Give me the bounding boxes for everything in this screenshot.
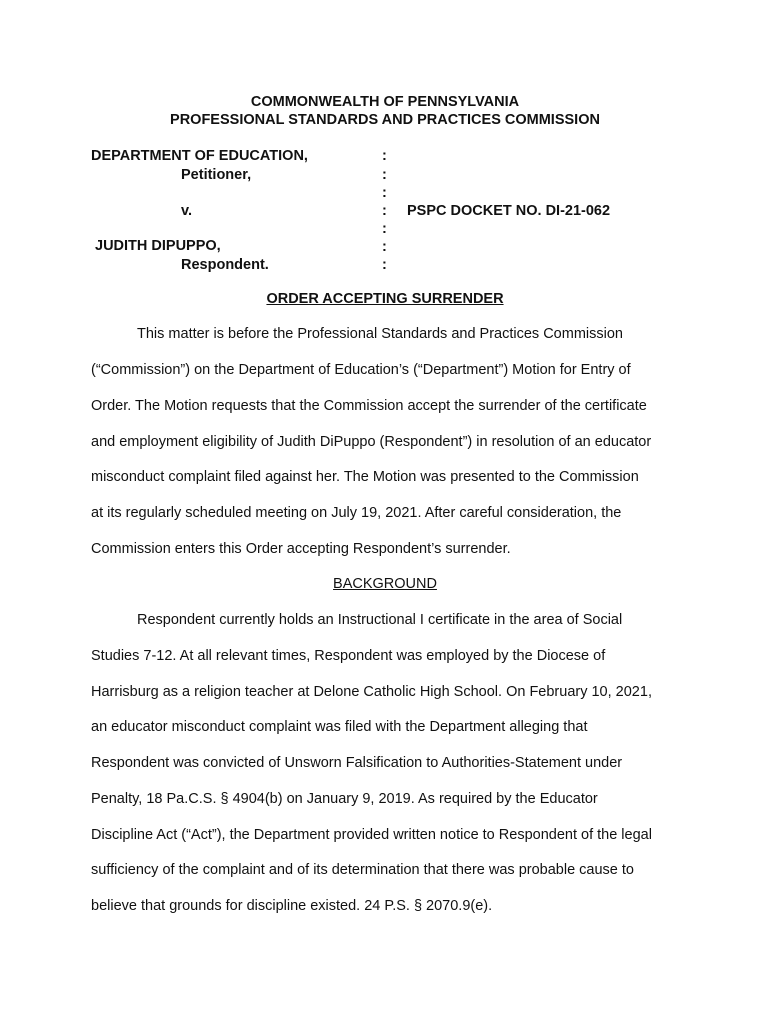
intro-line: This matter is before the Professional Standards and Practices Commission <box>137 326 623 342</box>
order-title: ORDER ACCEPTING SURRENDER <box>266 291 504 307</box>
header-commission: PROFESSIONAL STANDARDS AND PRACTICES COMMISSION <box>170 112 600 128</box>
caption-versus: v. <box>181 203 193 219</box>
caption-respondent-name: JUDITH DIPUPPO, <box>95 238 221 254</box>
background-line: Discipline Act (“Act”), the Department provided written notice to Respondent of the legal <box>91 827 652 843</box>
caption-colon: : <box>382 148 387 164</box>
background-line: Penalty, 18 Pa.C.S. § 4904(b) on January 9, 2019. As required by the Educator <box>91 791 598 807</box>
caption-colon: : <box>382 167 387 183</box>
intro-line: misconduct complaint filed against her. The Motion was presented to the Commission <box>91 469 639 485</box>
caption-respondent-role: Respondent. <box>181 257 269 273</box>
background-line: Studies 7-12. At all relevant times, Respondent was employed by the Diocese of <box>91 648 606 664</box>
background-line: believe that grounds for discipline existed. 24 P.S. § 2070.9(e). <box>91 898 493 914</box>
header-commonwealth: COMMONWEALTH OF PENNSYLVANIA <box>250 94 520 110</box>
background-line: sufficiency of the complaint and of its determination that there was probable cause to <box>91 862 634 878</box>
caption-colon: : <box>382 257 387 273</box>
intro-line: Commission enters this Order accepting Respondent’s surrender. <box>91 541 511 557</box>
caption-petitioner-name: DEPARTMENT OF EDUCATION, <box>91 148 308 164</box>
background-line: Respondent currently holds an Instructional I certificate in the area of Social <box>137 612 623 628</box>
background-line: an educator misconduct complaint was filed with the Department alleging that <box>91 719 588 735</box>
caption-colon: : <box>382 203 387 219</box>
intro-line: and employment eligibility of Judith DiPuppo (Respondent”) in resolution of an educator <box>91 434 652 450</box>
intro-line: at its regularly scheduled meeting on July 19, 2021. After careful consideration, the <box>91 505 622 521</box>
caption-colon: : <box>382 239 387 255</box>
intro-line: (“Commission”) on the Department of Education’s (“Department”) Motion for Entry of <box>91 362 631 378</box>
intro-line: Order. The Motion requests that the Commission accept the surrender of the certificate <box>91 398 647 414</box>
background-title: BACKGROUND <box>333 576 437 592</box>
background-line: Respondent was convicted of Unsworn Falsification to Authorities-Statement under <box>91 755 623 771</box>
caption-petitioner-role: Petitioner, <box>181 167 252 183</box>
caption-colon: : <box>382 221 387 237</box>
caption-docket-number: PSPC DOCKET NO. DI-21-062 <box>407 203 611 219</box>
caption-colon: : <box>382 185 387 201</box>
background-line: Harrisburg as a religion teacher at Delone Catholic High School. On February 10, 2021, <box>91 684 652 700</box>
